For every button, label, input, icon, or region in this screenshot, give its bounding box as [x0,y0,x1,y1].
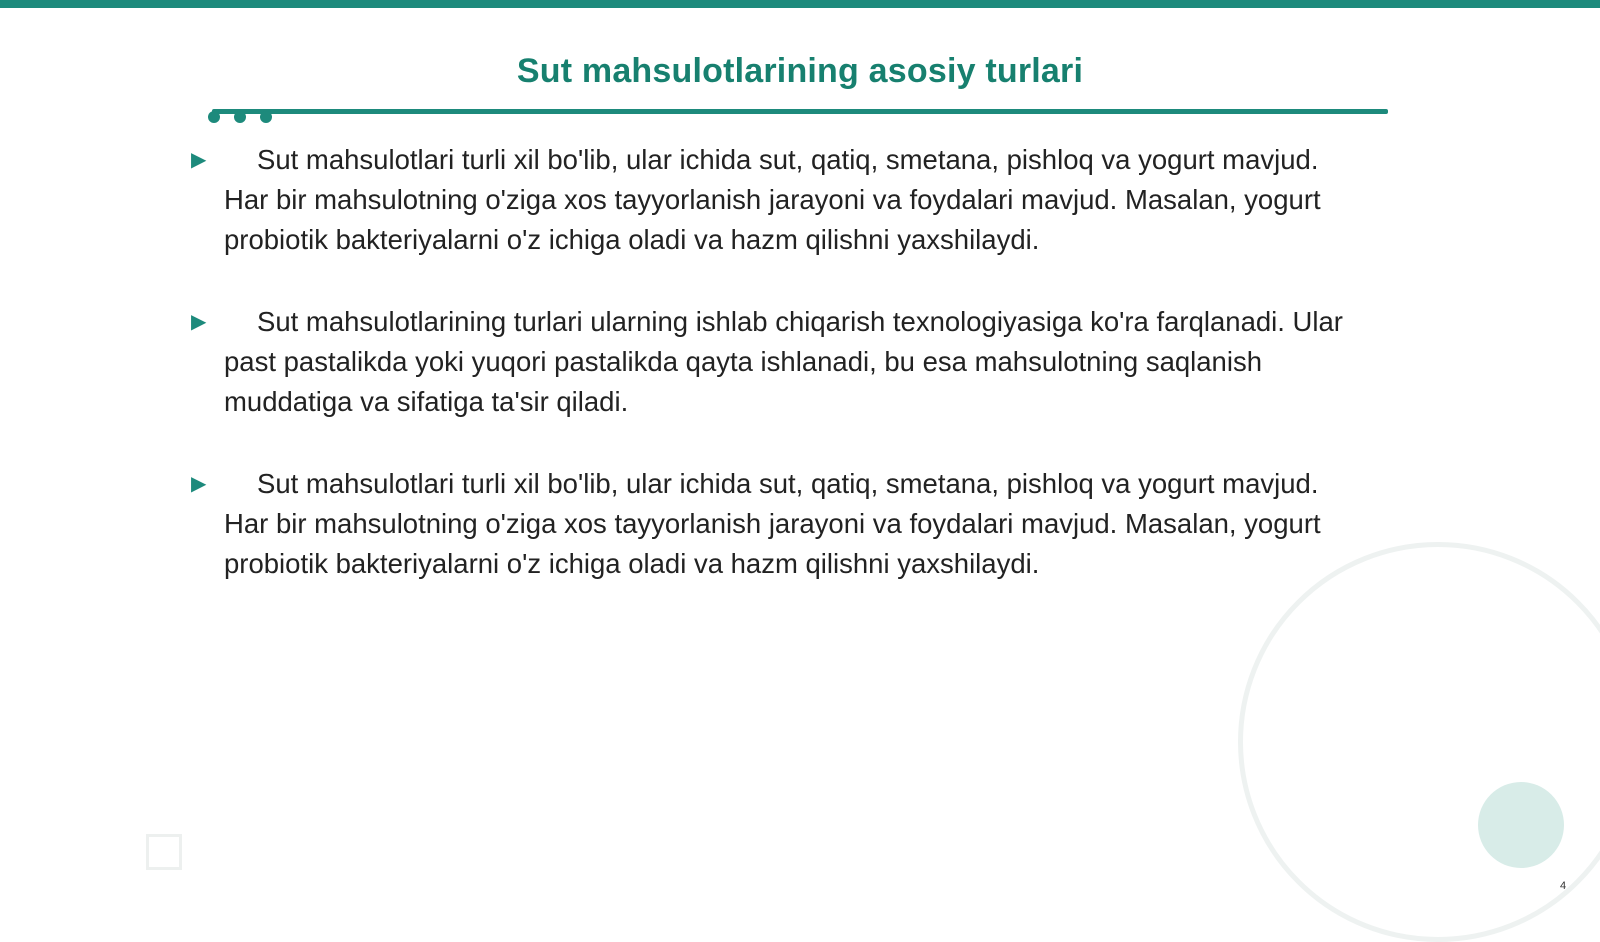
title-dot [208,111,220,123]
bullet-item [191,140,1364,260]
title-underline [212,109,1388,114]
page-number: 4 [1560,880,1567,892]
triangle-bullet-icon: ▶ [191,473,207,495]
bullet-item [191,464,1364,584]
triangle-bullet-icon: ▶ [191,149,207,171]
title-dot [234,111,246,123]
decorative-circle [1478,782,1564,868]
bullet-text: Sut mahsulotlari turli xil bo'lib, ular ichida sut, qatiq, smetana, pishloq va yogurt mavjud. Har bir mahsulotning o'ziga xos tayyorlanish jarayoni va foydalari mavjud. Masalan, yogurt probiotik bakteriyalarni o'z ichiga oladi va hazm qilishni yaxshilaydi. [224,144,1321,255]
triangle-bullet-icon: ▶ [191,311,207,333]
bullet-item [191,302,1364,422]
bullet-text: Sut mahsulotlarining turlari ularning ishlab chiqarish texnologiyasiga ko'ra farqlanadi. Ular past pastalikda yoki yuqori pastalikda qayta ishlanadi, bu esa mahsulotning saqlanish muddatiga va sifatiga ta'sir qiladi. [224,306,1343,417]
top-accent-bar [0,0,1600,8]
bullet-text: Sut mahsulotlari turli xil bo'lib, ular ichida sut, qatiq, smetana, pishloq va yogurt mavjud. Har bir mahsulotning o'ziga xos tayyorlanish jarayoni va foydalari mavjud. Masalan, yogurt probiotik bakteriyalarni o'z ichiga oladi va hazm qilishni yaxshilaydi. [224,468,1321,579]
title-dot [260,111,272,123]
bullet-list [191,140,1364,626]
decorative-square [146,834,182,870]
slide-title: Sut mahsulotlarining asosiy turlari [516,52,1084,90]
